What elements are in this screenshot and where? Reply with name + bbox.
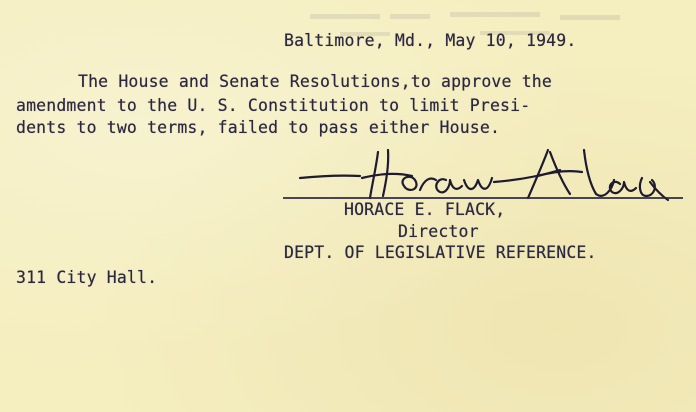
- department-name: DEPT. OF LEGISLATIVE REFERENCE.: [284, 243, 597, 262]
- signature-line: [283, 197, 683, 199]
- signer-title: Director: [398, 222, 479, 241]
- address: 311 City Hall.: [16, 268, 158, 287]
- dateline: Baltimore, Md., May 10, 1949.: [284, 31, 577, 50]
- body-line-3: dents to two terms, failed to pass either House.: [16, 118, 501, 137]
- body-line-2: amendment to the U. S. Constitution to limit Presi-: [16, 96, 531, 115]
- signer-name: HORACE E. FLACK,: [344, 200, 506, 219]
- body-line-1: The House and Senate Resolutions,to approve the: [78, 72, 552, 91]
